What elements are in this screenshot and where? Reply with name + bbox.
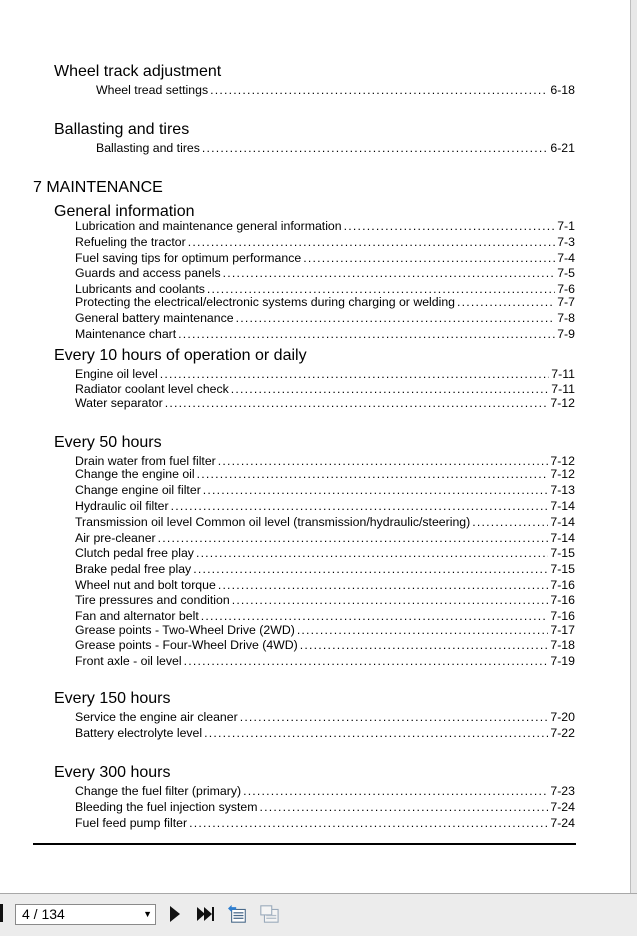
toc-entry-label: Fuel feed pump filter [75,816,188,830]
toc-entry-page: 7-12 [550,467,575,481]
leader-dots [300,638,549,652]
toc-entry-page: 7-14 [550,515,575,529]
section-heading: Every 300 hours [54,764,171,781]
toc-entry-page: 7-20 [550,710,575,724]
leader-dots [189,816,548,830]
leader-dots [260,800,549,814]
toc-entry-label: Change the engine oil [75,467,195,481]
leader-dots [240,710,549,724]
leader-dots [210,83,548,97]
toc-entry-label: Service the engine air cleaner [75,710,238,724]
page-indicator: 4 / 134 [22,906,65,922]
page-number-select[interactable] [15,904,156,925]
toc-entry[interactable] [75,251,575,265]
toc-entry[interactable] [75,483,575,497]
toc-entry-page: 7-5 [557,266,575,280]
toc-entry-page: 7-6 [557,282,575,296]
toc-entry-label: Lubrication and maintenance general information [75,219,342,233]
toc-entry-page: 7-3 [557,235,575,249]
toc-entry[interactable] [75,593,575,607]
leader-dots [165,396,549,410]
leader-dots [197,467,549,481]
toc-entry-label: Change engine oil filter [75,483,201,497]
toc-entry[interactable] [75,654,575,668]
fit-width-icon[interactable] [257,904,281,924]
toc-entry-label: Fan and alternator belt [75,609,199,623]
toc-entry-label: Engine oil level [75,367,158,381]
toc-entry-page: 7-23 [550,784,575,798]
toc-entry-page: 7-11 [551,382,575,396]
toc-entry-page: 7-24 [550,816,575,830]
toc-entry-label: Hydraulic oil filter [75,499,169,513]
toc-entry-page: 6-21 [550,141,575,155]
leader-dots [203,483,549,497]
toc-entry[interactable] [75,295,575,309]
toc-entry[interactable] [75,499,575,513]
leader-dots [303,251,555,265]
toc-entry[interactable] [75,311,575,325]
next-page-icon[interactable] [168,904,182,924]
page-dropdown-icon[interactable]: ▼ [143,909,152,919]
leader-dots [457,295,555,309]
toc-entry-page: 7-9 [557,327,575,341]
section-heading: Ballasting and tires [54,121,190,138]
previous-page-icon[interactable] [0,904,3,922]
toc-entry[interactable] [75,327,575,341]
leader-dots [196,546,548,560]
toc-entry-label: Refueling the tractor [75,235,186,249]
toc-entry-page: 7-16 [550,578,575,592]
leader-dots [344,219,556,233]
toc-entry-label: Transmission oil level Common oil level (transmission/hydraulic/steering) [75,515,471,529]
toc-entry-page: 7-17 [550,623,575,637]
toc-entry-label: Grease points - Two-Wheel Drive (2WD) [75,623,295,637]
toc-entry-page: 7-12 [550,454,575,468]
leader-dots [472,515,548,529]
footer-rule [33,843,576,845]
toc-entry[interactable] [75,219,575,233]
leader-dots [188,235,555,249]
leader-dots [184,654,549,668]
toc-entry-label: Radiator coolant level check [75,382,229,396]
toc-entry[interactable] [75,578,575,592]
leader-dots [171,499,549,513]
toc-entry[interactable] [96,141,575,155]
toc-entry-label: Air pre-cleaner [75,531,156,545]
section-heading: Every 50 hours [54,434,162,451]
section-heading: General information [54,203,195,220]
toc-entry-page: 7-7 [557,295,575,309]
leader-dots [232,593,549,607]
toc-entry-page: 7-14 [550,531,575,545]
leader-dots [297,623,549,637]
section-heading: Every 10 hours of operation or daily [54,347,307,364]
toc-entry-page: 7-19 [550,654,575,668]
toc-entry-page: 7-22 [550,726,575,740]
leader-dots [223,266,556,280]
toc-entry-label: Grease points - Four-Wheel Drive (4WD) [75,638,298,652]
leader-dots [243,784,548,798]
leader-dots [231,382,550,396]
fit-page-icon[interactable] [226,904,250,924]
leader-dots [202,141,548,155]
leader-dots [218,578,549,592]
toc-entry-page: 7-11 [551,367,575,381]
toc-entry-page: 7-8 [557,311,575,325]
leader-dots [158,531,549,545]
toc-entry[interactable] [75,623,575,637]
toc-entry-page: 7-16 [550,609,575,623]
leader-dots [193,562,548,576]
leader-dots [207,282,555,296]
toc-entry-page: 7-16 [550,593,575,607]
toc-entry-label: General battery maintenance [75,311,234,325]
leader-dots [160,367,550,381]
toc-entry[interactable] [75,710,575,724]
toc-entry[interactable] [75,382,575,396]
toc-entry[interactable] [75,235,575,249]
toc-entry-label: Wheel tread settings [96,83,209,97]
toc-entry-page: 7-12 [550,396,575,410]
toc-entry-page: 7-15 [550,546,575,560]
toc-entry[interactable] [75,816,575,830]
toc-entry-page: 7-4 [557,251,575,265]
toc-entry[interactable] [96,83,575,97]
toc-entry[interactable] [75,266,575,280]
last-page-icon[interactable] [196,904,216,924]
section-heading: Every 150 hours [54,690,171,707]
toc-entry[interactable] [75,609,575,623]
toc-entry-label: Fuel saving tips for optimum performance [75,251,302,265]
toc-entry[interactable] [75,784,575,798]
toc-entry-label: Tire pressures and condition [75,593,230,607]
toc-entry[interactable] [75,800,575,814]
vertical-scrollbar[interactable] [630,0,637,893]
toc-entry-page: 7-24 [550,800,575,814]
toc-entry[interactable] [75,726,575,740]
toc-entry-label: Bleeding the fuel injection system [75,800,258,814]
toc-entry-page: 6-18 [550,83,575,97]
toc-entry-label: Lubricants and coolants [75,282,205,296]
chapter-heading: 7 MAINTENANCE [33,179,163,196]
toc-entry[interactable] [75,531,575,545]
toc-entry-page: 7-15 [550,562,575,576]
toc-entry-label: Front axle - oil level [75,654,182,668]
toc-entry-label: Wheel nut and bolt torque [75,578,216,592]
toc-entry[interactable] [75,367,575,381]
toc-entry-label: Protecting the electrical/electronic systems during charging or welding [75,295,456,309]
toc-entry-label: Brake pedal free play [75,562,192,576]
toc-entry-label: Ballasting and tires [96,141,200,155]
toc-entry-page: 7-13 [550,483,575,497]
section-heading: Wheel track adjustment [54,63,222,80]
leader-dots [178,327,555,341]
toc-entry-label: Water separator [75,396,163,410]
leader-dots [204,726,548,740]
toc-entry[interactable] [75,467,575,481]
toc-entry[interactable] [75,396,575,410]
toc-entry[interactable] [75,282,575,296]
toc-entry-label: Change the fuel filter (primary) [75,784,242,798]
leader-dots [218,454,549,468]
toc-entry-label: Guards and access panels [75,266,221,280]
toc-entry[interactable] [75,638,575,652]
toc-entry[interactable] [75,562,575,576]
toc-entry[interactable] [75,546,575,560]
toc-entry-label: Clutch pedal free play [75,546,194,560]
toc-entry-label: Drain water from fuel filter [75,454,216,468]
toc-entry-page: 7-1 [557,219,575,233]
toc-entry-page: 7-18 [550,638,575,652]
toc-entry-label: Maintenance chart [75,327,177,341]
toc-entry[interactable] [75,454,575,468]
toc-entry-page: 7-14 [550,499,575,513]
toc-entry[interactable] [75,515,575,529]
leader-dots [201,609,549,623]
leader-dots [236,311,556,325]
toc-entry-label: Battery electrolyte level [75,726,203,740]
